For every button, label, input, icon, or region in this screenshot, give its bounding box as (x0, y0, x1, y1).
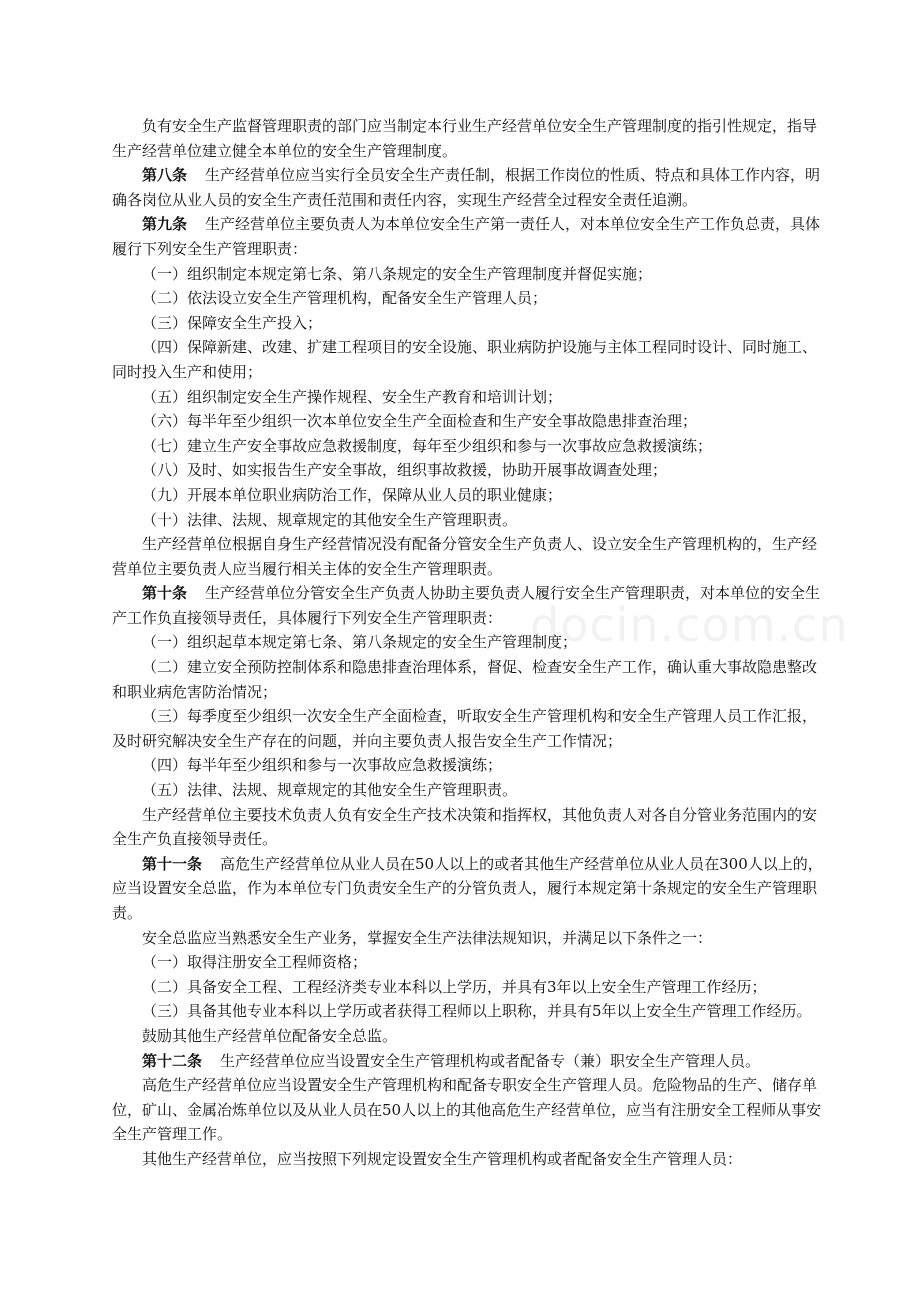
body-paragraph: 鼓励其他生产经营单位配备安全总监。 (142, 1026, 398, 1045)
document-body (112, 114, 824, 1172)
list-item: （七）建立生产安全事故应急救援制度，每年至少组织和参与一次事故应急救援演练； (142, 436, 713, 455)
article-paragraph (112, 212, 824, 261)
article-text: 高危生产经营单位从业人员在50人以上的或者其他生产经营单位从业人员在300人以上的，应当设置安全总监，作为本单位专门负责安全生产的分管负责人，履行本规定第十条规定的安全生产管理职责。 (112, 854, 823, 922)
list-item: （五）法律、法规、规章规定的其他安全生产管理职责。 (142, 781, 518, 800)
article-text: 生产经营单位应当实行全员安全生产责任制，根据工作岗位的性质、特点和具体工作内容，明确各岗位从业人员的安全生产责任范围和责任内容，实现生产经营全过程安全责任追溯。 (112, 166, 821, 209)
list-item: （三）每季度至少组织一次安全生产全面检查，听取安全生产管理机构和安全生产管理人员工作汇报，及时研究解决安全生产存在的问题，并向主要负责人报告安全生产工作情况； (112, 707, 818, 750)
body-paragraph: 生产经营单位根据自身生产经营情况没有配备分管安全生产负责人、设立安全生产管理机构的，生产经营单位主要负责人应当履行相关主体的安全生产管理职责。 (112, 535, 818, 578)
list-item: （十）法律、法规、规章规定的其他安全生产管理职责。 (142, 510, 518, 529)
list-item: （三）具备其他专业本科以上学历或者获得工程师以上职称，并具有5年以上安全生产管理工作经历。 (142, 1002, 812, 1021)
list-item: （四）保障新建、改建、扩建工程项目的安全设施、职业病防护设施与主体工程同时设计、同时施工、同时投入生产和使用； (112, 338, 818, 381)
list-item: （二）建立安全预防控制体系和隐患排查治理体系，督促、检查安全生产工作，确认重大事故隐患整改和职业病危害防治情况； (112, 658, 818, 701)
article-paragraph (112, 581, 824, 630)
list-item: （一）组织起草本规定第七条、第八条规定的安全生产管理制度； (142, 633, 578, 652)
article-text: 生产经营单位主要负责人为本单位安全生产第一责任人，对本单位安全生产工作负总责，具体履行下列安全生产管理职责： (112, 215, 821, 258)
article-paragraph (112, 163, 824, 212)
list-item: （二）具备安全工程、工程经济类专业本科以上学历，并具有3年以上安全生产管理工作经历； (142, 977, 767, 996)
article-paragraph (112, 852, 824, 926)
list-item: （九）开展本单位职业病防治工作，保障从业人员的职业健康； (142, 485, 563, 504)
body-paragraph: 其他生产经营单位，应当按照下列规定设置安全生产管理机构或者配备安全生产管理人员： (142, 1149, 743, 1168)
list-item: （五）组织制定安全生产操作规程、安全生产教育和培训计划； (142, 387, 563, 406)
body-paragraph: 高危生产经营单位应当设置安全生产管理机构和配备专职安全生产管理人员。危险物品的生产、储存单位，矿山、金属冶炼单位以及从业人员在50人以上的其他高危生产经营单位，应当有注册安全工程师从事安全生产管理工作。 (112, 1076, 822, 1144)
article-number: 第九条 (142, 215, 188, 234)
article-number: 第十一条 (142, 854, 203, 873)
list-item: （二）依法设立安全生产管理机构，配备安全生产管理人员； (142, 289, 548, 308)
body-paragraph: 生产经营单位主要技术负责人负有安全生产技术决策和指挥权，其他负责人对各自分管业务范围内的安全生产负直接领导责任。 (112, 805, 818, 849)
article-number: 第十二条 (142, 1051, 203, 1070)
body-paragraph: 负有安全生产监督管理职责的部门应当制定本行业生产经营单位安全生产管理制度的指引性规定，指导生产经营单位建立健全本单位的安全生产管理制度。 (112, 117, 818, 160)
article-number: 第十条 (142, 584, 188, 603)
list-item: （三）保障安全生产投入； (142, 313, 323, 332)
list-item: （八）及时、如实报告生产安全事故，组织事故救援，协助开展事故调查处理； (142, 461, 668, 480)
list-item: （四）每半年至少组织和参与一次事故应急救援演练； (142, 756, 503, 775)
article-number: 第八条 (142, 166, 188, 185)
list-item: （一）组织制定本规定第七条、第八条规定的安全生产管理制度并督促实施； (142, 264, 653, 283)
watermark: docin.com.cn (530, 598, 849, 652)
article-text: 生产经营单位分管安全生产负责人协助主要负责人履行安全生产管理职责，对本单位的安全生产工作负直接领导责任，具体履行下列安全生产管理职责： (112, 584, 821, 627)
article-paragraph (112, 1049, 824, 1074)
body-paragraph: 安全总监应当熟悉安全生产业务，掌握安全生产法律法规知识，并满足以下条件之一： (142, 928, 713, 947)
list-item: （一）取得注册安全工程师资格； (142, 953, 368, 972)
article-text: 生产经营单位应当设置安全生产管理机构或者配备专（兼）职安全生产管理人员。 (220, 1051, 761, 1070)
list-item: （六）每半年至少组织一次本单位安全生产全面检查和生产安全事故隐患排查治理； (142, 412, 698, 431)
